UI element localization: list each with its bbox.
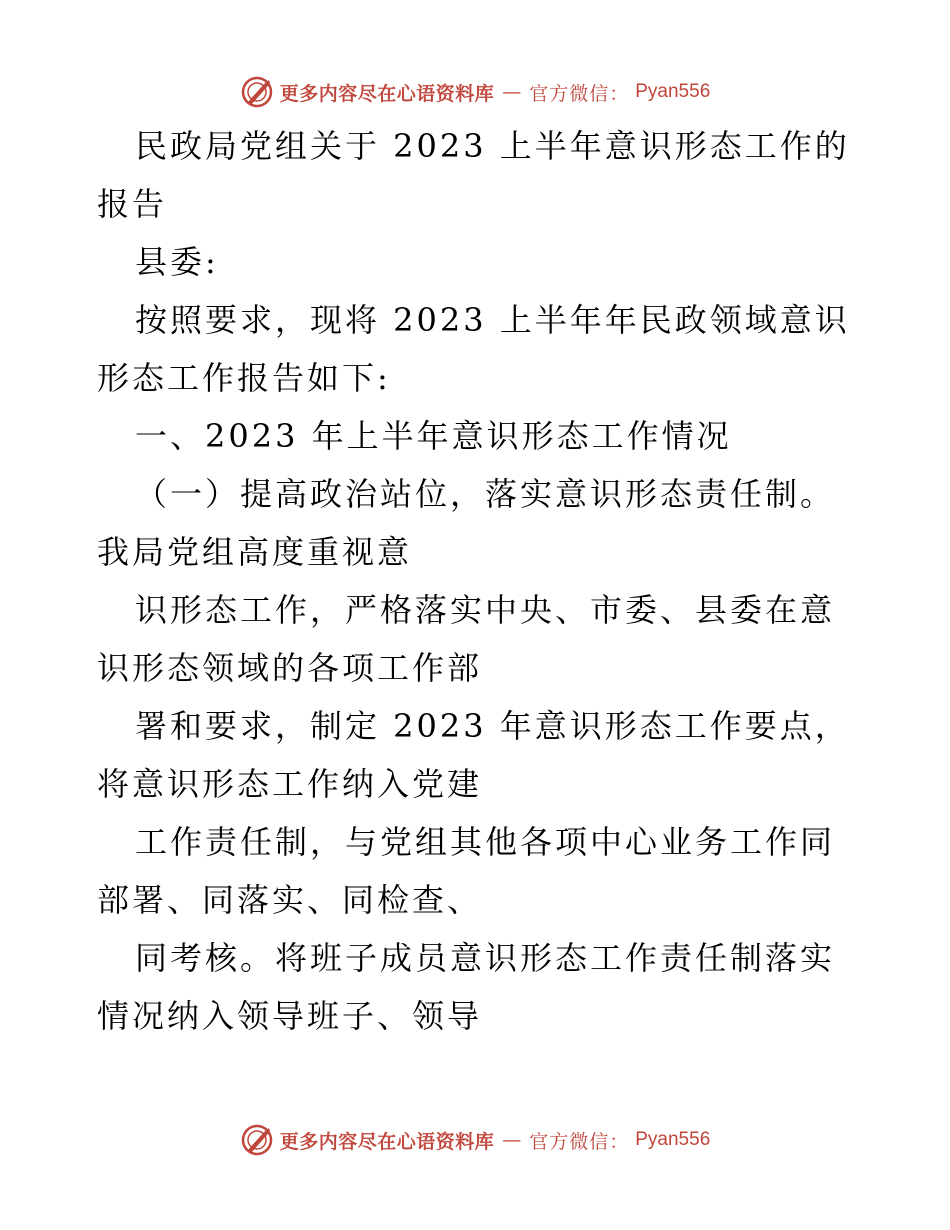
intro-paragraph: 按照要求，现将 2023 上半年年民政领域意识形态工作报告如下: xyxy=(97,301,850,397)
header-banner xyxy=(0,72,950,112)
footer-banner xyxy=(0,1120,950,1160)
banner-separator: — xyxy=(502,1129,522,1151)
body-paragraph: （一）提高政治站位，落实意识形态责任制。我局党组高度重视意 xyxy=(97,475,836,571)
banner-wechat-label: 官方微信： xyxy=(529,82,630,105)
document-body xyxy=(97,117,857,1045)
quill-seal-icon xyxy=(240,1123,274,1157)
section-heading: 一、2023 年上半年意识形态工作情况 xyxy=(135,417,732,455)
body-paragraph: 识形态工作，严格落实中央、市委、县委在意识形态领域的各项工作部 xyxy=(97,591,836,687)
quill-seal-icon xyxy=(240,75,274,109)
body-paragraph: 同考核。将班子成员意识形态工作责任制落实情况纳入领导班子、领导 xyxy=(97,939,836,1035)
salutation: 县委: xyxy=(135,243,219,281)
banner-brand-text: 更多内容尽在心语资料库 xyxy=(279,1130,495,1153)
banner-wechat-id: Pyan556 xyxy=(635,81,711,102)
banner-wechat-id: Pyan556 xyxy=(635,1129,711,1150)
document-title: 民政局党组关于 2023 上半年意识形态工作的报告 xyxy=(97,127,850,223)
banner-brand-text: 更多内容尽在心语资料库 xyxy=(279,82,495,105)
body-paragraph: 工作责任制，与党组其他各项中心业务工作同部署、同落实、同检查、 xyxy=(97,823,836,919)
banner-wechat-label: 官方微信： xyxy=(529,1130,630,1153)
body-paragraph: 署和要求，制定 2023 年意识形态工作要点，将意识形态工作纳入党建 xyxy=(97,707,850,803)
banner-separator: — xyxy=(502,81,522,103)
